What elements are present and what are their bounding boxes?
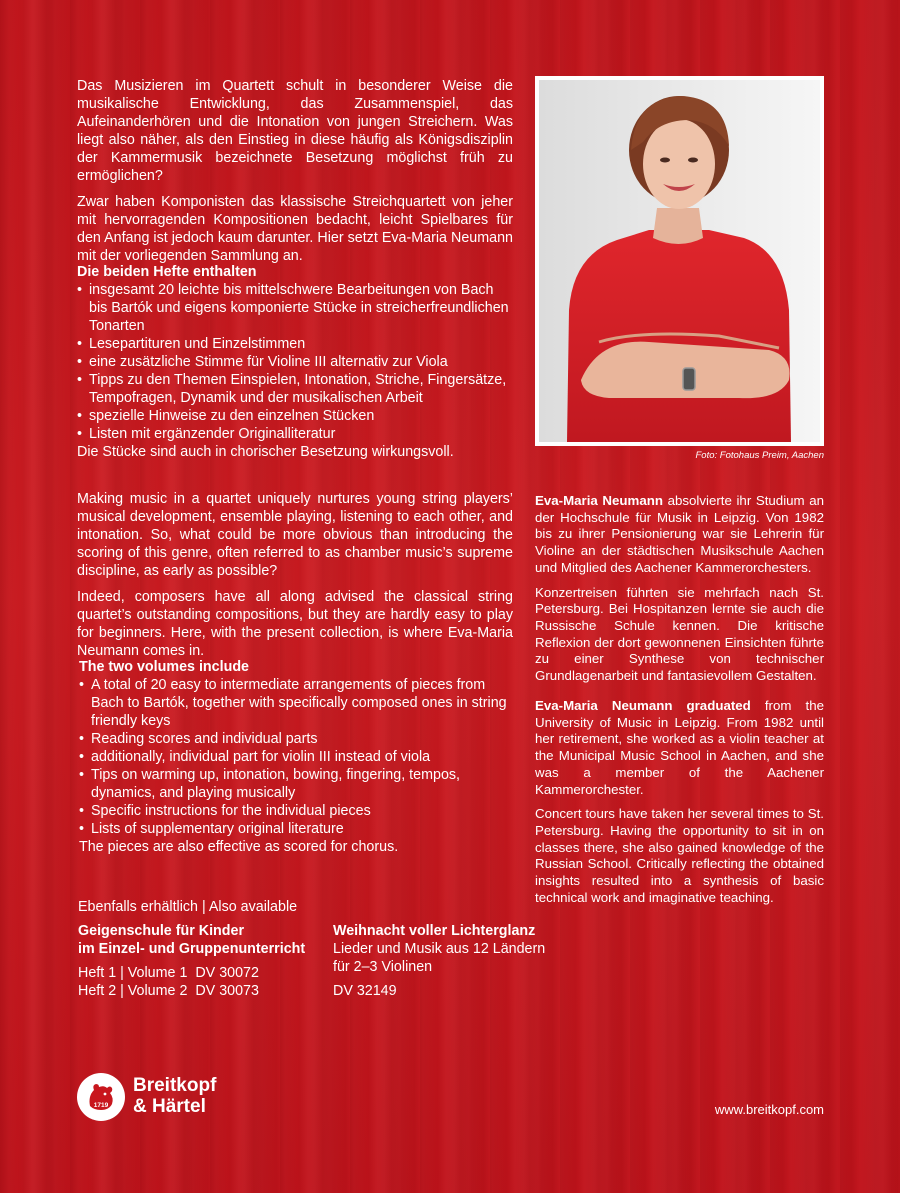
german-intro xyxy=(77,77,513,265)
bio-german-text-1: absolvierte ihr Studium an der Hochschule für Musik in Leipzig. Von 1982 bis zu ihrer Pensionierung war sie Lehrerin für Violine an der städtischen Musikschule Aachen und Mitglied des Aachener Kammerorchesters. xyxy=(535,493,824,575)
german-contents xyxy=(77,263,513,461)
logo-year: 1719 xyxy=(93,1102,109,1109)
bio-german-name: Eva-Maria Neumann xyxy=(535,493,663,508)
list-item: • Reading scores and individual parts xyxy=(79,730,515,748)
book-2-info xyxy=(333,922,593,1000)
list-item: • eine zusätzliche Stimme für Violine III alternativ zur Viola xyxy=(77,353,513,371)
english-paragraph-1: Making music in a quartet uniquely nurtures young string players’ musical development, ensemble playing, listening to each other, and intonation. So, what could be more obvious than introducing the scoring of this genre, often referred to as chamber music’s supreme discipline, as early as possible? xyxy=(77,491,513,579)
book-2-title: Weihnacht voller Lichterglanz xyxy=(333,923,536,939)
book-2-subtitle-2: für 2–3 Violinen xyxy=(333,959,433,975)
bio-english-text-1: from the University of Music in Leipzig. From 1982 until her retirement, she worked as a violin teacher at the Municipal Music School in Aachen, and she was a member of the Aachener Kammerorchester. xyxy=(535,698,824,797)
bio-german-paragraph-2: Konzertreisen führten sie mehrfach nach St. Petersburg. Bei Hospitanzen lernte sie auch die Russische Schule kennen. Die kritische Reflexion der dort gewonnenen Einsichten führte zu einer Synthese von technischer Grundlagenarbeit und fantasievollem Gestalten. xyxy=(535,584,824,684)
german-paragraph-1: Das Musizieren im Quartett schult in besonderer Weise die musikalische Entwicklung, das Zusammenspiel, das Aufeinanderhören und die Intonation von jungen Streichern. Was liegt also näher, als den Einstieg in diese häufig als Königsdisziplin der Kammermusik bezeichnete Besetzung möglichst früh zu ermöglichen? xyxy=(77,78,513,184)
publisher-name-line-2: & Härtel xyxy=(133,1096,206,1117)
photo-credit: Foto: Fotohaus Preim, Aachen xyxy=(695,450,824,461)
book-1-title-line-1: Geigenschule für Kinder xyxy=(78,923,245,939)
german-list-heading: Die beiden Hefte enthalten xyxy=(77,264,257,280)
list-item: • Lesepartituren und Einzelstimmen xyxy=(77,335,513,353)
english-list-heading: The two volumes include xyxy=(79,659,249,675)
book-2-code: DV 32149 xyxy=(333,983,397,999)
list-item: • Lists of supplementary original literature xyxy=(79,820,515,838)
also-available-heading: Ebenfalls erhältlich | Also available xyxy=(78,899,298,915)
list-item: • spezielle Hinweise zu den einzelnen Stücken xyxy=(77,407,513,425)
publisher-name xyxy=(133,1075,216,1117)
english-intro xyxy=(77,490,513,660)
german-closing: Die Stücke sind auch in chorischer Besetzung wirkungsvoll. xyxy=(77,444,454,460)
list-item: • A total of 20 easy to intermediate arrangements of pieces from Bach to Bartók, together with specifically composed ones in string friendly keys xyxy=(79,676,515,730)
book-1-title-line-2: im Einzel- und Gruppenunterricht xyxy=(78,941,306,957)
bio-german-paragraph-1 xyxy=(535,493,824,577)
publisher-website[interactable]: www.breitkopf.com xyxy=(714,1102,824,1117)
author-photo xyxy=(535,76,824,446)
german-feature-list xyxy=(77,281,513,443)
list-item: • additionally, individual part for violin III instead of viola xyxy=(79,748,515,766)
book-1-volume-2: Heft 2 | Volume 2 DV 30073 xyxy=(78,983,259,999)
german-paragraph-2: Zwar haben Komponisten das klassische Streichquartett von jeher mit hervorragenden Kompositionen bedacht, leicht Spielbares für den Anfang ist jedoch kaum darunter. Hier setzt Eva-Maria Neumann mit der vorliegenden Sammlung an. xyxy=(77,194,513,264)
publisher-name-line-1: Breitkopf xyxy=(133,1075,217,1096)
list-item: • Tipps zu den Themen Einspielen, Intonation, Striche, Fingersätze, Tempofragen, Dynamik und der musikalischen Arbeit xyxy=(77,371,513,407)
list-item: • Tips on warming up, intonation, bowing, fingering, tempos, dynamics, and playing musically xyxy=(79,766,515,802)
list-item: • Specific instructions for the individual pieces xyxy=(79,802,515,820)
bio-english xyxy=(535,698,824,906)
list-item: • Listen mit ergänzender Originalliteratur xyxy=(77,425,513,443)
english-paragraph-2: Indeed, composers have all along advised the classical string quartet’s outstanding compositions, but they are hardly easy to play for beginners. Here, with the present collection, is where Eva-Maria Neumann comes in. xyxy=(77,589,513,659)
bio-german xyxy=(535,493,824,685)
bio-english-paragraph-1 xyxy=(535,698,824,798)
english-closing: The pieces are also effective as scored for chorus. xyxy=(79,839,399,855)
publisher-logo xyxy=(76,1072,246,1124)
bio-english-paragraph-2: Concert tours have taken her several times to St. Petersburg. Having the opportunity to sit in on classes there, she also gained knowledge of the Russian School. Critically reflecting the obtained insights resulted into a synthesis of basic technical work and imaginative teaching. xyxy=(535,806,824,905)
english-feature-list xyxy=(79,676,515,838)
book-1-volume-1: Heft 1 | Volume 1 DV 30072 xyxy=(78,965,259,981)
bear-logo-icon xyxy=(76,1072,126,1122)
book-1-info xyxy=(78,922,323,1000)
author-portrait-image xyxy=(539,80,820,442)
list-item: • insgesamt 20 leichte bis mittelschwere Bearbeitungen von Bach bis Bartók und eigens komponierte Stücke in streicherfreundlichen Tonarten xyxy=(77,281,513,335)
book-2-subtitle-1: Lieder und Musik aus 12 Ländern xyxy=(333,941,546,957)
bio-english-name: Eva-Maria Neumann graduated xyxy=(535,698,751,713)
english-contents xyxy=(79,658,515,856)
